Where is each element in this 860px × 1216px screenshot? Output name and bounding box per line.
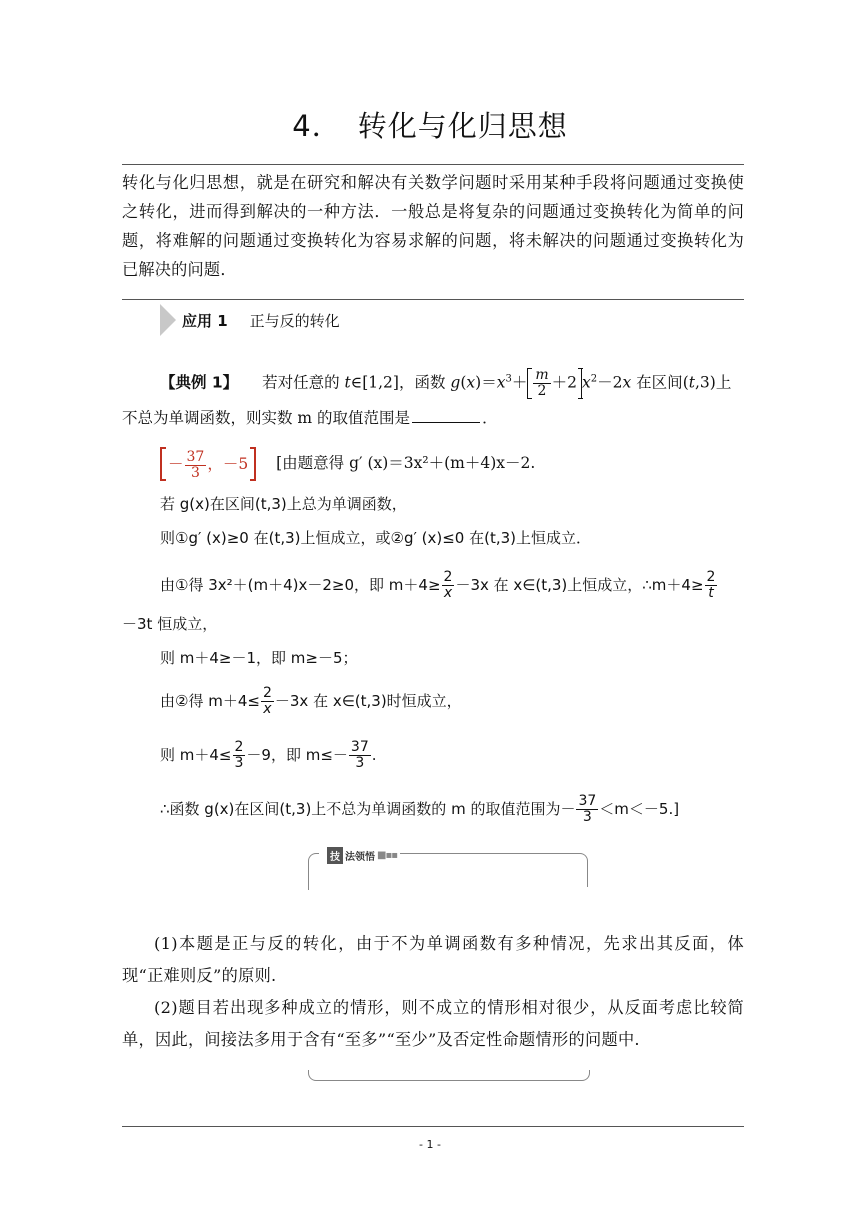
footer-rule <box>122 1126 744 1127</box>
application-topic: 正与反的转化 <box>249 311 340 330</box>
page-number: - 1 - <box>419 1138 441 1151</box>
paren-expression: $\frac{m}{2}$ ＋2 <box>527 368 582 399</box>
title-text: 转化与化归思想 <box>357 109 568 143</box>
arrow-marker-icon <box>160 304 176 336</box>
intro-bottom-rule <box>122 299 744 300</box>
example-text-a: 若对任意的 <box>262 373 345 392</box>
tip-tag: 技 <box>327 847 343 864</box>
answer-blank <box>412 408 480 423</box>
answer-interval: － $\frac{37}{3}$ ，－5 <box>160 447 256 481</box>
example-label: 【典例 1】 <box>160 373 239 392</box>
page-title <box>0 104 860 145</box>
solution-step-1: [由题意得 g′ (x)＝3x²＋(m＋4)x－2. <box>276 454 536 472</box>
solution-step-7: 则 m＋4≤ $\frac{2}{3}$ －9，即 m≤－ $\frac{37}{3}$ . <box>160 739 377 771</box>
intro-paragraph: 转化与化归思想，就是在研究和解决有关数学问题时采用某种手段将问题通过变换使之转化，进而得到解决的一种方法．一般总是将复杂的问题通过变换转化为简单的问题，将难解的问题通过变换转化为容易求解的问题，将未解决的问题通过变换转化为已解决的问题． <box>122 173 744 279</box>
intro-top-rule <box>122 164 744 165</box>
solution-step-5: 则 m＋4≥－1，即 m≥－5； <box>160 649 358 667</box>
tip-label <box>324 847 400 864</box>
application-label: 应用 1 <box>182 311 228 330</box>
tip-dots-icon: ■▪▪ <box>377 850 398 861</box>
title-number: 4． <box>292 109 342 143</box>
example-text-d: 上 <box>715 373 732 392</box>
solution-step-8: ∴函数 g(x)在区间(t,3)上不总为单调函数的 m 的取值范围为－ $\frac{37}{3}$ ＜m＜－5.] <box>160 793 680 825</box>
example-line-1: 【典例 1】 若对任意的 t∈[1,2]，函数 $g(x)=x^3+$ $\frac{m}{2}$ ＋2 $x^2-2x$ 在区间(t,3)上 <box>160 367 732 399</box>
answer-line-1 <box>160 446 535 481</box>
tip-label-text: 法领悟 <box>345 852 375 863</box>
tip-paragraph-2: (2)题目若出现多种成立的情形，则不成立的情形相对很少，从反面考虑比较简单，因此，间接法多用于含有“至多”“至少”及否定性命题情形的问题中. <box>122 998 744 1049</box>
solution-step-4-cont: －3t 恒成立， <box>122 615 218 633</box>
solution-step-3: 则①g′ (x)≥0 在(t,3)上恒成立，或②g′ (x)≤0 在(t,3)上恒成立． <box>160 529 592 547</box>
example-text-c: 在区间 <box>631 373 683 392</box>
example-text-b: ，函数 <box>398 373 451 392</box>
solution-step-2: 若 g(x)在区间(t,3)上总为单调函数， <box>160 495 407 513</box>
application-heading <box>160 304 340 336</box>
example-line-2-text: 不总为单调函数，则实数 m 的取值范围是 <box>122 409 411 427</box>
solution-step-4: 由①得 3x²＋(m＋4)x－2≥0，即 m＋4≥ $\frac{2}{x}$ －3x 在 x∈(t,3)上恒成立，∴m＋4≥ $\frac{2}{t}$ <box>160 569 716 601</box>
example-line-2: 不总为单调函数，则实数 m 的取值范围是 ． <box>122 409 498 427</box>
solution-step-6: 由②得 m＋4≤ $\frac{2}{x}$ －3x 在 x∈(t,3)时恒成立， <box>160 685 462 717</box>
tip-paragraph-1: (1)本题是正与反的转化，由于不为单调函数有多种情况，先求出其反面，体现“正难则反”的原则. <box>122 934 744 985</box>
